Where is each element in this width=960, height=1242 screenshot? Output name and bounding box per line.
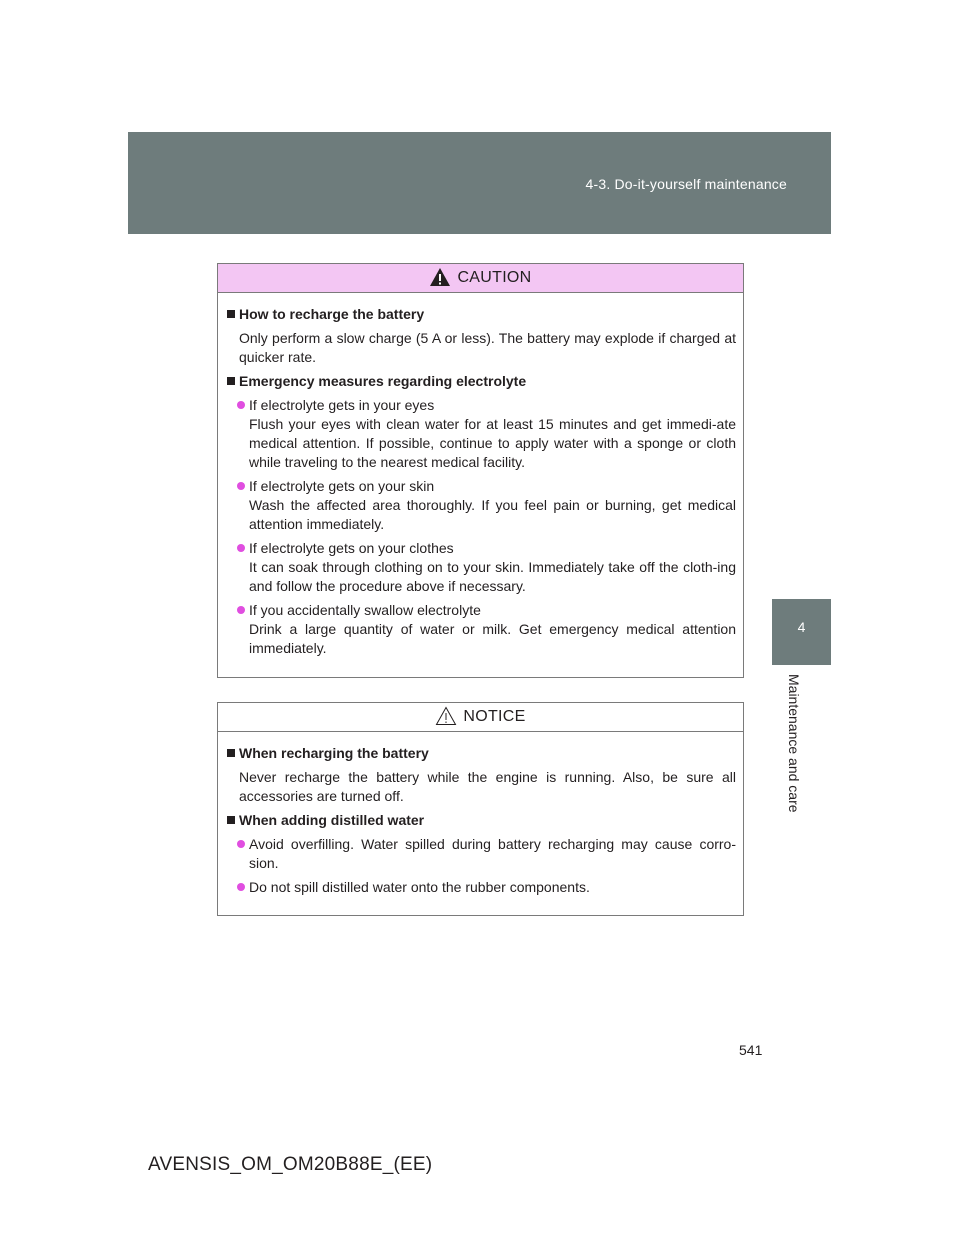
notice-body (218, 732, 743, 897)
round-bullet-icon (237, 544, 245, 552)
round-bullet-icon (237, 401, 245, 409)
caution-body (218, 293, 743, 658)
notice-header (218, 703, 743, 732)
list-item (225, 878, 736, 897)
section-text: Never recharge the battery while the engine is running. Also, be sure all accessories are turned off. (239, 769, 736, 804)
header-band (128, 132, 831, 234)
bullet-title: If electrolyte gets in your eyes (249, 397, 435, 413)
bullet-title: If you accidentally swallow electrolyte (249, 602, 481, 618)
round-bullet-icon (237, 883, 245, 891)
section-heading: Emergency measures regarding electrolyte (225, 372, 736, 391)
square-bullet-icon (227, 816, 235, 824)
section-heading: When adding distilled water (225, 811, 736, 830)
square-bullet-icon (227, 310, 235, 318)
list-item (225, 477, 736, 534)
round-bullet-icon (237, 482, 245, 490)
list-item (225, 601, 736, 658)
caution-header (218, 264, 743, 293)
section-header: 4-3. Do-it-yourself maintenance (585, 176, 787, 192)
chapter-tab (772, 599, 831, 665)
warning-triangle-icon (429, 267, 451, 287)
bullet-text: Avoid overfilling. Water spilled during battery recharging may cause corro-sion. (249, 836, 736, 871)
bullet-text: Flush your eyes with clean water for at least 15 minutes and get immedi-ate medical attention. If possible, continue to apply water with a sponge or cloth while traveling to the nearest medical facility. (249, 416, 736, 470)
footer-document-code: AVENSIS_OM_OM20B88E_(EE) (148, 1154, 433, 1175)
square-bullet-icon (227, 749, 235, 757)
list-item (225, 539, 736, 596)
round-bullet-icon (237, 840, 245, 848)
bullet-title: If electrolyte gets on your skin (249, 478, 435, 494)
list-item (225, 835, 736, 873)
square-bullet-icon (227, 377, 235, 385)
bullet-text: Wash the affected area thoroughly. If you feel pain or burning, get medical attention immediately. (249, 497, 736, 532)
bullet-text: It can soak through clothing on to your skin. Immediately take off the cloth-ing and follow the procedure above if necessary. (249, 559, 736, 594)
outline-warning-triangle-icon (435, 706, 457, 726)
chapter-label: Maintenance and care (786, 674, 802, 813)
round-bullet-icon (237, 606, 245, 614)
section-heading: How to recharge the battery (225, 305, 736, 324)
page-number: 541 (739, 1042, 763, 1058)
bullet-title: If electrolyte gets on your clothes (249, 540, 454, 556)
list-item (225, 396, 736, 472)
section-heading: When recharging the battery (225, 744, 736, 763)
notice-box (217, 702, 744, 916)
caution-title: CAUTION (457, 269, 532, 286)
bullet-text: Drink a large quantity of water or milk. Get emergency medical attention immediately. (249, 621, 736, 656)
section-text: Only perform a slow charge (5 A or less). The battery may explode if charged at quicker rate. (239, 330, 736, 365)
caution-box (217, 263, 744, 678)
bullet-text: Do not spill distilled water onto the rubber components. (249, 879, 590, 895)
chapter-number: 4 (797, 619, 806, 635)
notice-title: NOTICE (463, 708, 526, 725)
